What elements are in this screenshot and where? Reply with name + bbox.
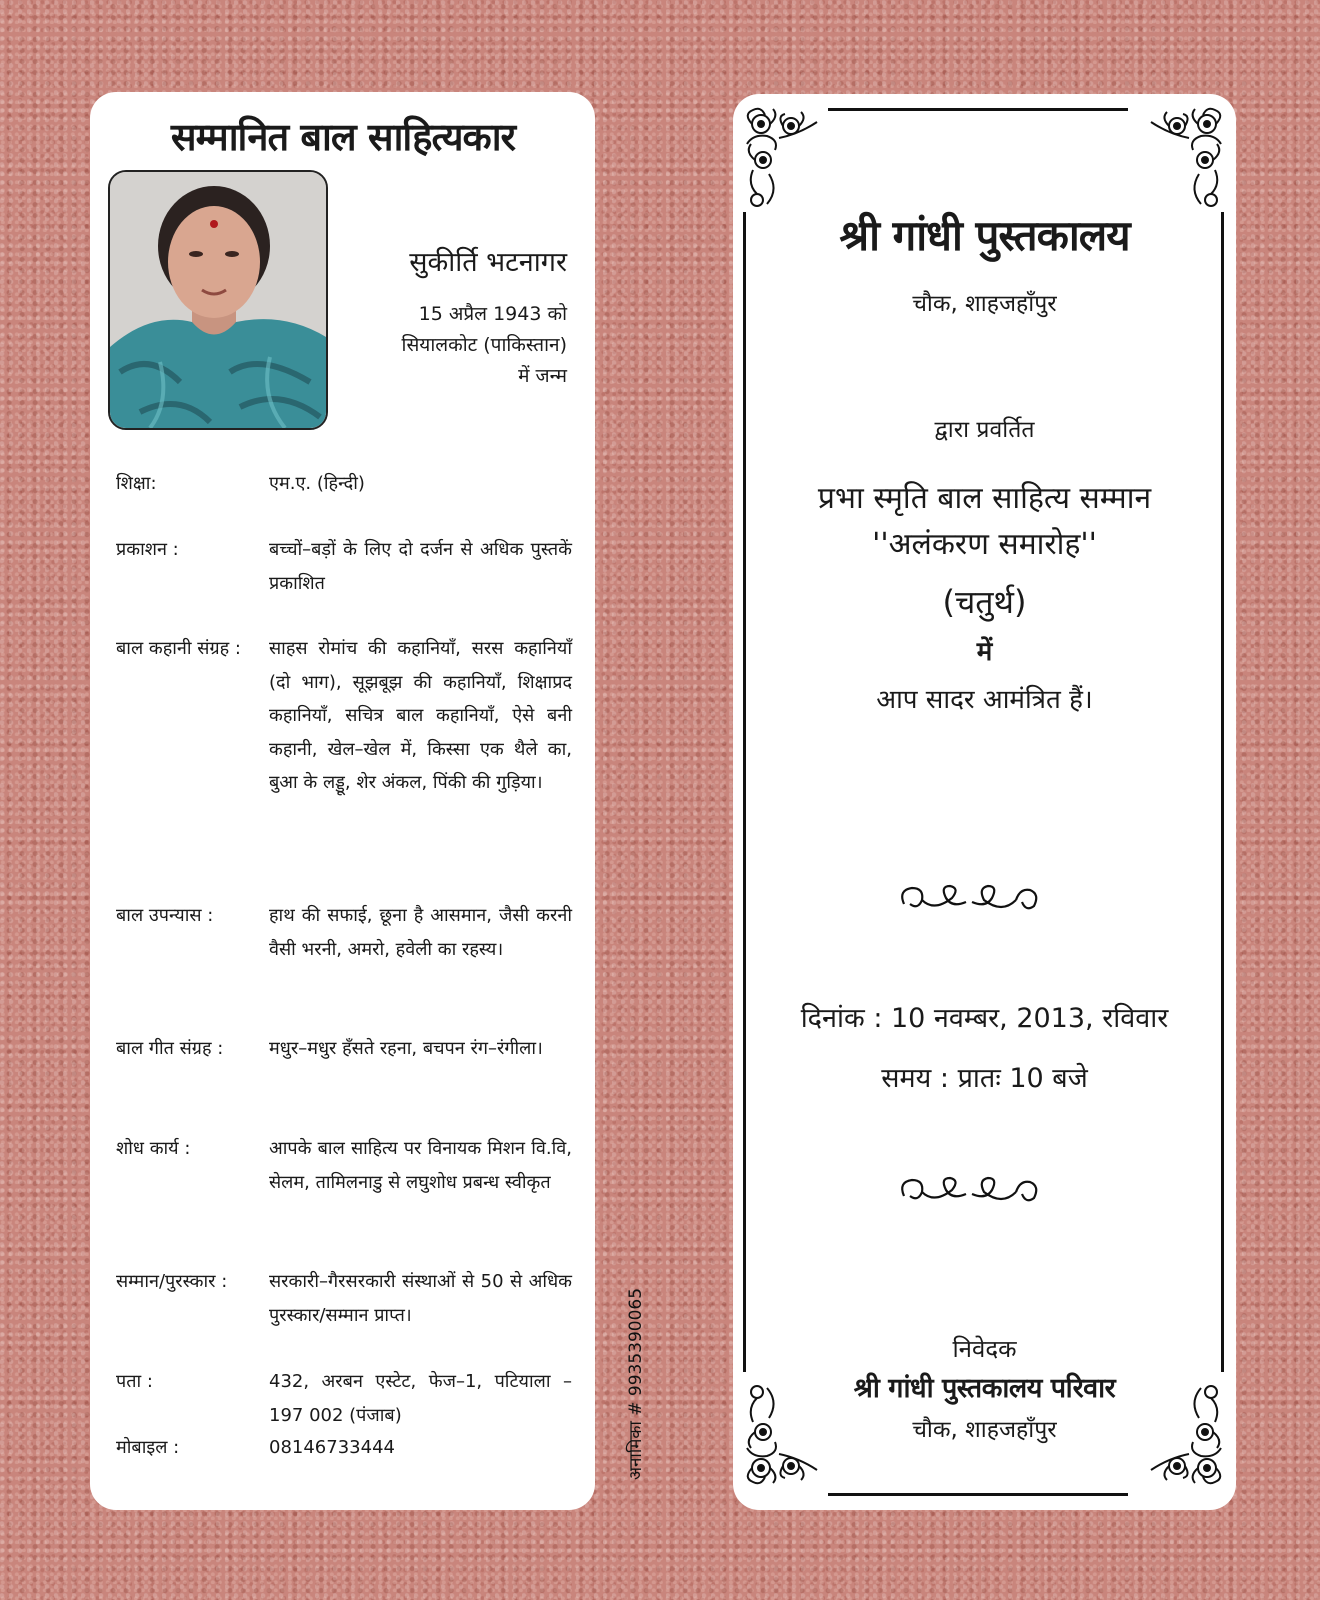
detail-value: हाथ की सफाई, छूना है आसमान, जैसी करनी वैसी भरनी, अमरो, हवेली का रहस्य।: [269, 905, 572, 960]
detail-value: 08146733444: [269, 1437, 395, 1458]
detail-label: सम्मान/पुरस्कार :: [116, 1271, 228, 1292]
detail-label: शोध कार्य :: [116, 1138, 191, 1159]
detail-value: सरकारी–गैरसरकारी संस्थाओं से 50 से अधिक पुरस्कार/सम्मान प्राप्त।: [269, 1271, 572, 1326]
detail-label: मोबाइल :: [116, 1437, 180, 1458]
side-note: अनामिका # 9935390065: [626, 1287, 646, 1480]
swirl-ornament-icon: [894, 1170, 1044, 1214]
presenter-label: निवेदक: [952, 1335, 1017, 1363]
award-title: [733, 476, 1236, 568]
detail-value: साहस रोमांच की कहानियाँ, सरस कहानियाँ (दो भाग), सूझबूझ की कहानियाँ, शिक्षाप्रद कहानियाँ, सचित्र बाल कहानियाँ, ऐसे बनी कहानी, खेल–खेल में, किस्सा एक थैले का, बुआ के लड्डू, शेर अंकल, पिंकी की गुड़िया।: [269, 638, 572, 793]
host-place: चौक, शाहजहाँपुर: [912, 1417, 1057, 1443]
detail-value: बच्चों–बड़ों के लिए दो दर्जन से अधिक पुस्तकें प्रकाशित: [269, 539, 572, 594]
frame-bottom-line: [828, 1493, 1128, 1496]
birth-info: [347, 299, 567, 392]
detail-label: बाल कहानी संग्रह :: [116, 638, 241, 659]
frame-top-line: [828, 108, 1128, 111]
detail-label: शिक्षा:: [116, 473, 157, 494]
detail-value: 432, अरबन एस्टेट, फेज–1, पटियाला – 197 002 (पंजाब): [269, 1371, 572, 1426]
frame-left-line: [743, 212, 746, 1372]
birth-line: में जन्म: [518, 365, 567, 387]
floral-corner-icon: [739, 104, 823, 214]
birth-line: सियालकोट (पाकिस्तान): [401, 334, 567, 356]
detail-value: मधुर–मधुर हँसते रहना, बचपन रंग–रंगीला।: [269, 1038, 543, 1059]
invitation-panel: [733, 94, 1236, 1510]
portrait-photo: [108, 170, 328, 430]
award-line: प्रभा स्मृति बाल साहित्य सम्मान: [817, 481, 1152, 516]
detail-label: पता :: [116, 1371, 153, 1392]
detail-label: प्रकाशन :: [116, 539, 179, 560]
frame-right-line: [1221, 212, 1224, 1372]
swirl-ornament-icon: [894, 878, 1044, 922]
portrait-image: [110, 172, 326, 428]
in-label: में: [976, 637, 993, 667]
library-place: चौक, शाहजहाँपुर: [912, 291, 1057, 317]
ceremony-line: ''अलंकरण समारोह'': [872, 527, 1097, 562]
event-date: दिनांक : 10 नवम्बर, 2013, रविवार: [800, 1003, 1169, 1034]
invite-text: आप सादर आमंत्रित हैं।: [876, 685, 1093, 715]
edition-label: (चतुर्थ): [942, 583, 1027, 621]
floral-corner-icon: [1145, 104, 1229, 214]
event-time: समय : प्रातः 10 बजे: [881, 1063, 1088, 1094]
host-family: श्री गांधी पुस्तकालय परिवार: [853, 1373, 1116, 1404]
detail-label: बाल उपन्यास :: [116, 905, 214, 926]
person-name: सुकीर्ति भटनागर: [409, 247, 567, 278]
detail-value: आपके बाल साहित्य पर विनायक मिशन वि.वि, सेलम, तामिलनाडु से लघुशोध प्रबन्ध स्वीकृत: [269, 1138, 572, 1193]
library-title: श्री गांधी पुस्तकालय: [839, 211, 1130, 260]
detail-value: एम.ए. (हिन्दी): [269, 473, 365, 494]
detail-label: बाल गीत संग्रह :: [116, 1038, 224, 1059]
bio-heading: सम्मानित बाल साहित्यकार: [170, 115, 516, 159]
promoted-by: द्वारा प्रवर्तित: [934, 417, 1035, 443]
bio-panel: [90, 92, 595, 1510]
birth-line: 15 अप्रैल 1943 को: [418, 303, 567, 325]
